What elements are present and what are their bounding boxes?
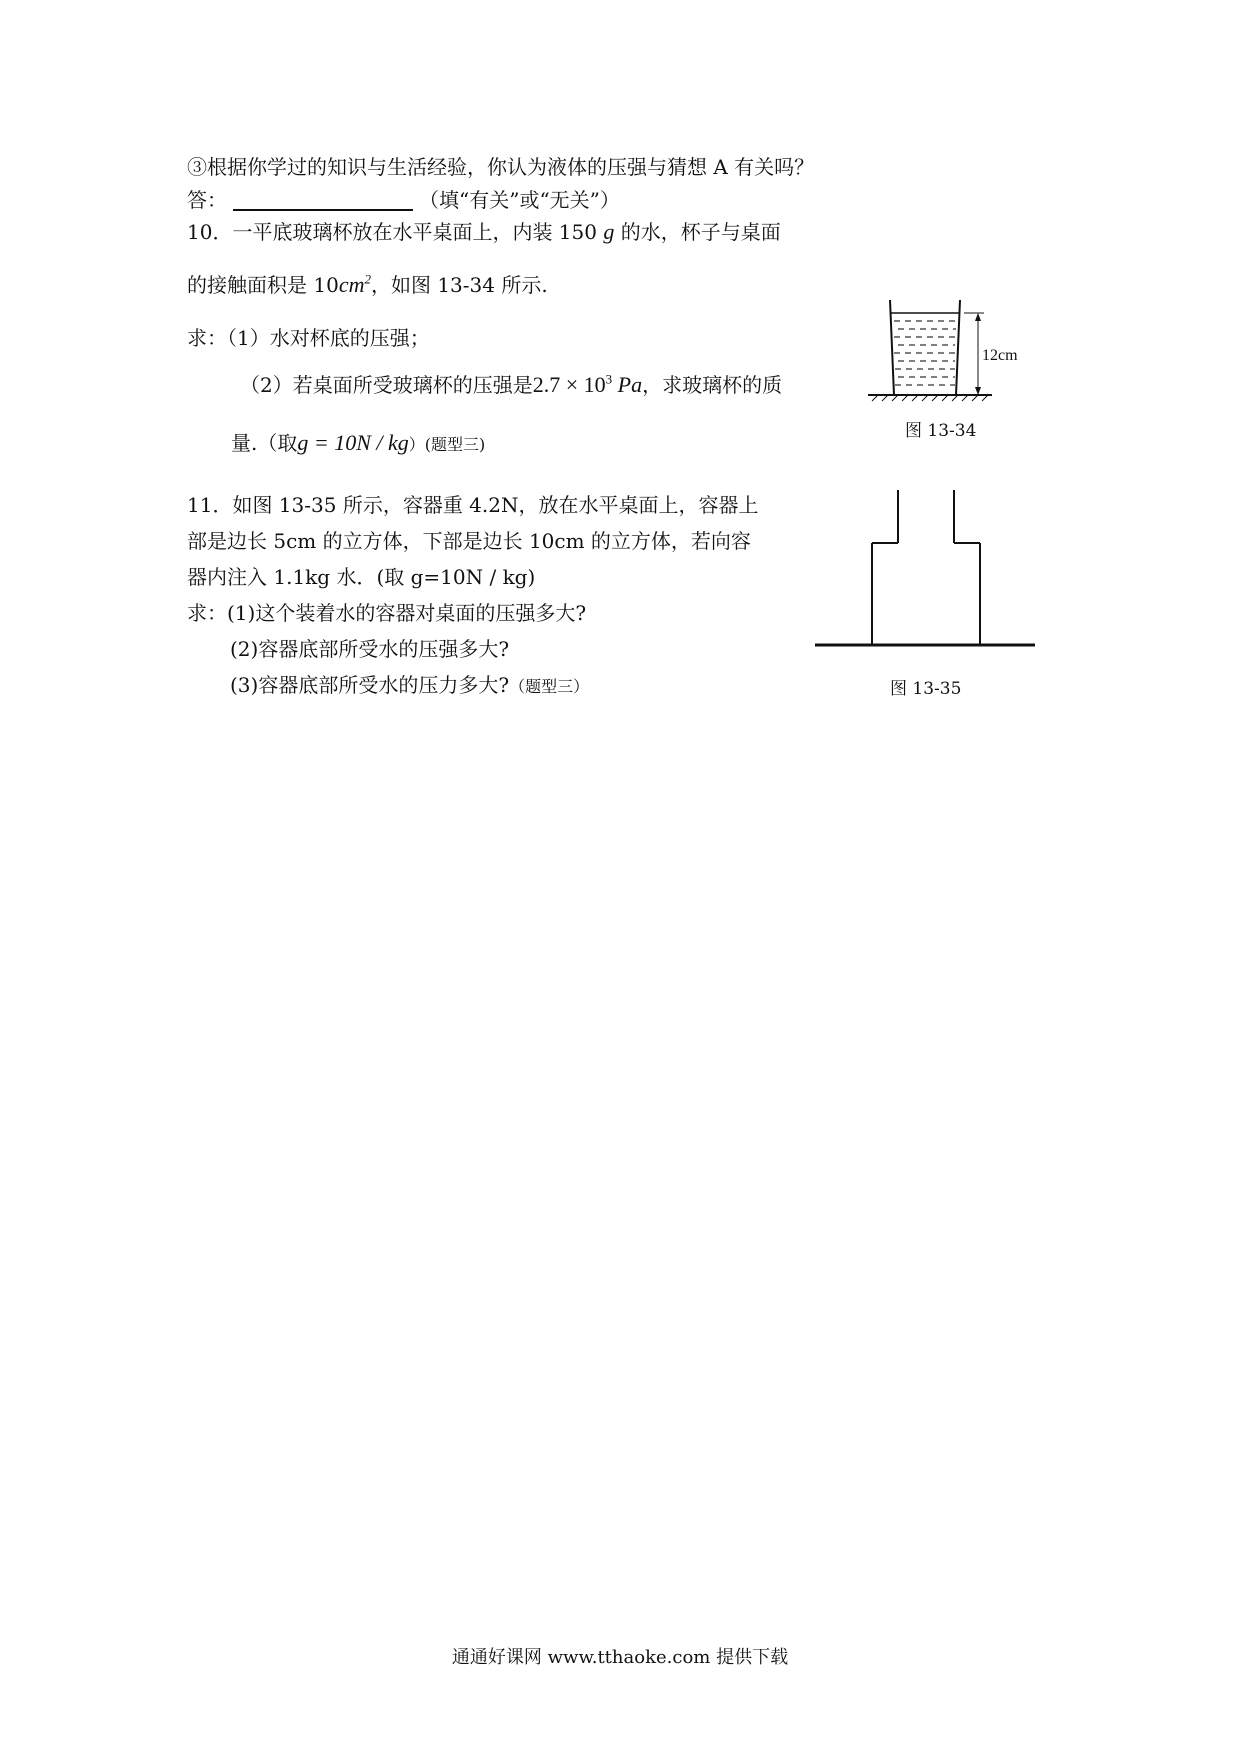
answer-hint: （填“有关”或“无关”） <box>419 188 620 212</box>
pressure-value: $2.7 \times 10^3$ Pa <box>532 371 643 397</box>
q11-ask2: (2)容器底部所受水的压强多大? <box>230 637 510 661</box>
q11-stem-line2: 部是边长 5cm 的立方体，下部是边长 10cm 的立方体，若向容 <box>187 529 751 553</box>
q11-stem-line3: 器内注入 1.1kg 水．(取 g=10N / kg) <box>187 565 536 589</box>
figure-13-35-caption: 图 13-35 <box>890 679 962 699</box>
q10-ask1: 求：（1）水对杯底的压强； <box>187 326 430 350</box>
q10-stem-line1: 10．一平底玻璃杯放在水平桌面上，内装 150 g 的水，杯子与桌面 <box>187 219 781 244</box>
question-type-tag: ）(题型三) <box>408 435 486 454</box>
question-type-tag: （题型三） <box>509 677 590 696</box>
q10-ask2: （2）若桌面所受玻璃杯的压强是$2.7 \times 10^3$ Pa，求玻璃杯的质 <box>240 371 783 397</box>
page-footer: 通通好课网 www.tthaoke.com 提供下载 <box>451 1647 789 1668</box>
q11-stem-line1: 11．如图 13-35 所示，容器重 4.2N，放在水平桌面上，容器上 <box>187 493 759 517</box>
q10-ask3: 量.（取g = 10N / kg）(题型三) <box>231 430 486 455</box>
q11-ask1: 求：(1)这个装着水的容器对桌面的压强多大? <box>187 601 587 625</box>
figure-dimension-label: 12cm <box>982 347 1018 364</box>
q10-stem-line2: 的接触面积是 $10cm^2$，如图 13-34 所示. <box>187 271 548 297</box>
unit-g: g <box>603 219 615 244</box>
q9-item3: ③根据你学过的知识与生活经验，你认为液体的压强与猜想 A 有关吗？ <box>187 155 815 179</box>
figure-13-35-container-diagram <box>810 485 1040 655</box>
q11-ask3: (3)容器底部所受水的压力多大?（题型三） <box>230 673 590 697</box>
answer-blank[interactable] <box>233 187 413 211</box>
figure-13-34-glass-diagram <box>860 295 1030 410</box>
unit-cm2: $cm^2$ <box>338 271 371 297</box>
q9-answer-line <box>187 187 620 213</box>
g-value: g = 10N / kg <box>297 430 409 455</box>
figure-13-34-caption: 图 13-34 <box>905 421 977 441</box>
answer-label: 答： <box>187 188 227 212</box>
